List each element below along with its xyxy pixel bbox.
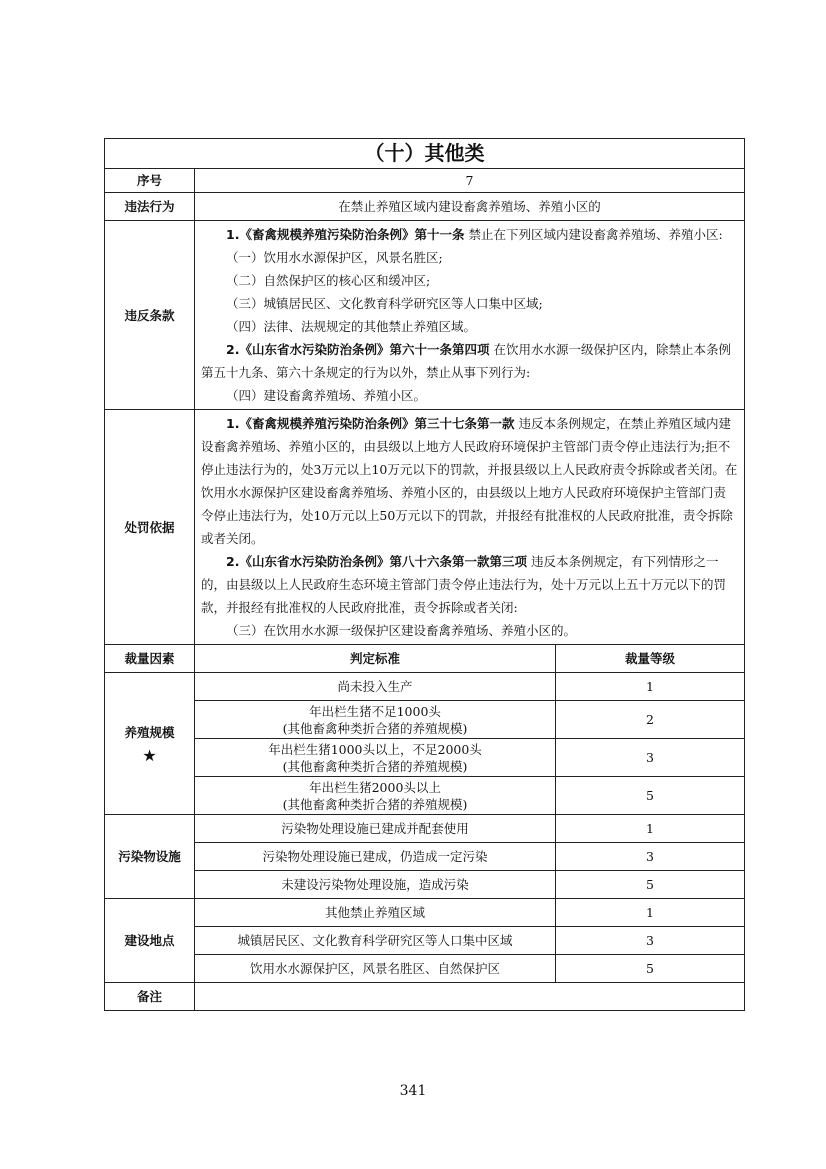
scale-label: 养殖规模 xyxy=(124,724,175,740)
scale-standard xyxy=(195,777,556,815)
scale-level: 1 xyxy=(556,673,745,701)
clauses-content xyxy=(195,221,745,410)
penalty-table xyxy=(104,138,745,1011)
penalty-item: （三）在饮用水水源一级保护区建设畜禽养殖场、养殖小区的。 xyxy=(226,623,577,638)
factor-header-row xyxy=(105,645,745,673)
pollution-level: 1 xyxy=(556,815,745,843)
factor-header: 裁量因素 xyxy=(105,645,195,673)
scale-standard-line2: (其他畜禽种类折合猪的养殖规模) xyxy=(282,758,468,774)
location-level: 1 xyxy=(556,899,745,927)
location-standard: 饮用水水源保护区，风景名胜区、自然保护区 xyxy=(195,955,556,983)
penalty-paragraph-1 xyxy=(201,412,738,550)
location-label: 建设地点 xyxy=(105,899,195,983)
clause-item: （二）自然保护区的核心区和缓冲区; xyxy=(226,273,431,288)
scale-standard: 尚未投入生产 xyxy=(195,673,556,701)
level-header: 裁量等级 xyxy=(556,645,745,673)
clause-paragraph-1 xyxy=(201,223,738,246)
location-row xyxy=(105,899,745,927)
penalty-law-2: 2.《山东省水污染防治条例》第八十六条第一款第三项 xyxy=(226,554,527,569)
pollution-standard: 污染物处理设施已建成，仍造成一定污染 xyxy=(195,843,556,871)
scale-standard-line1: 年出栏生猪不足1000头 xyxy=(309,703,441,719)
clauses-label: 违反条款 xyxy=(105,221,195,410)
remark-value xyxy=(195,983,745,1011)
scale-label-cell xyxy=(105,673,195,815)
clause-item: （一）饮用水水源保护区，风景名胜区; xyxy=(226,250,443,265)
clause-item: （四）法律、法规规定的其他禁止养殖区域。 xyxy=(226,319,477,334)
penalty-content xyxy=(195,410,745,645)
table-title: （十）其他类 xyxy=(105,139,745,169)
location-level: 3 xyxy=(556,927,745,955)
clauses-row xyxy=(105,221,745,410)
clause-law-2: 2.《山东省水污染防治条例》第六十一条第四项 xyxy=(226,342,490,357)
location-standard: 其他禁止养殖区域 xyxy=(195,899,556,927)
pollution-standard: 污染物处理设施已建成并配套使用 xyxy=(195,815,556,843)
pollution-level: 3 xyxy=(556,843,745,871)
location-standard: 城镇居民区、文化教育科学研究区等人口集中区域 xyxy=(195,927,556,955)
title-row xyxy=(105,139,745,169)
seq-value: 7 xyxy=(195,169,745,193)
standard-header: 判定标准 xyxy=(195,645,556,673)
location-row xyxy=(105,955,745,983)
pollution-row xyxy=(105,843,745,871)
scale-row xyxy=(105,701,745,739)
seq-label: 序号 xyxy=(105,169,195,193)
violation-value: 在禁止养殖区域内建设畜禽养殖场、养殖小区的 xyxy=(195,193,745,221)
scale-standard-line2: (其他畜禽种类折合猪的养殖规模) xyxy=(282,720,468,736)
penalty-paragraph-2 xyxy=(201,550,738,619)
scale-level: 5 xyxy=(556,777,745,815)
penalty-law-1: 1.《畜禽规模养殖污染防治条例》第三十七条第一款 xyxy=(226,416,515,431)
page-number: 341 xyxy=(399,1083,427,1099)
penalty-row xyxy=(105,410,745,645)
remark-row xyxy=(105,983,745,1011)
violation-label: 违法行为 xyxy=(105,193,195,221)
scale-standard xyxy=(195,739,556,777)
violation-row xyxy=(105,193,745,221)
pollution-row xyxy=(105,815,745,843)
clause-item: （四）建设畜禽养殖场、养殖小区。 xyxy=(226,388,427,403)
location-level: 5 xyxy=(556,955,745,983)
seq-row xyxy=(105,169,745,193)
pollution-row xyxy=(105,871,745,899)
clause-text-1: 禁止在下列区域内建设畜禽养殖场、养殖小区: xyxy=(468,227,723,242)
clause-item: （三）城镇居民区、文化教育科学研究区等人口集中区域; xyxy=(226,296,543,311)
clause-paragraph-2 xyxy=(201,338,738,384)
scale-standard xyxy=(195,701,556,739)
remark-label: 备注 xyxy=(105,983,195,1011)
scale-row xyxy=(105,673,745,701)
clause-text-2: 在饮用水水源一级保护区内，除禁止本条例第五十九条、第六十条规定的行为以外，禁止从事下列行为: xyxy=(201,342,731,380)
scale-standard-line1: 年出栏生猪1000头以上，不足2000头 xyxy=(268,741,482,757)
pollution-label: 污染物设施 xyxy=(105,815,195,899)
penalty-text-2: 违反本条例规定，有下列情形之一的，由县级以上人民政府生态环境主管部门责令停止违法行为，处十万元以上五十万元以下的罚款，并报经有批准权的人民政府批准，责令拆除或者关闭: xyxy=(201,554,727,615)
location-row xyxy=(105,927,745,955)
scale-standard-line1: 年出栏生猪2000头以上 xyxy=(309,779,441,795)
star-icon: ★ xyxy=(142,745,157,765)
scale-standard-line2: (其他畜禽种类折合猪的养殖规模) xyxy=(282,796,468,812)
scale-row xyxy=(105,739,745,777)
scale-level: 3 xyxy=(556,739,745,777)
penalty-label: 处罚依据 xyxy=(105,410,195,645)
scale-level: 2 xyxy=(556,701,745,739)
pollution-standard: 未建设污染物处理设施，造成污染 xyxy=(195,871,556,899)
scale-row xyxy=(105,777,745,815)
clause-law-1: 1.《畜禽规模养殖污染防治条例》第十一条 xyxy=(226,227,465,242)
penalty-text-1: 违反本条例规定，在禁止养殖区域内建设畜禽养殖场、养殖小区的，由县级以上地方人民政府环境保护主管部门责令停止违法行为;拒不停止违法行为的，处3万元以上10万元以下的罚款，并报县级以上人民政府责令拆除或者关闭。在饮用水水源保护区建设畜禽养殖场、养殖小区的，由县级以上地方人民政府环境保护主管部门责令停止违法行为，处10万元以上50万元以下的罚款，并报经有批准权的人民政府批准，责令拆除或者关闭。 xyxy=(201,416,738,546)
pollution-level: 5 xyxy=(556,871,745,899)
